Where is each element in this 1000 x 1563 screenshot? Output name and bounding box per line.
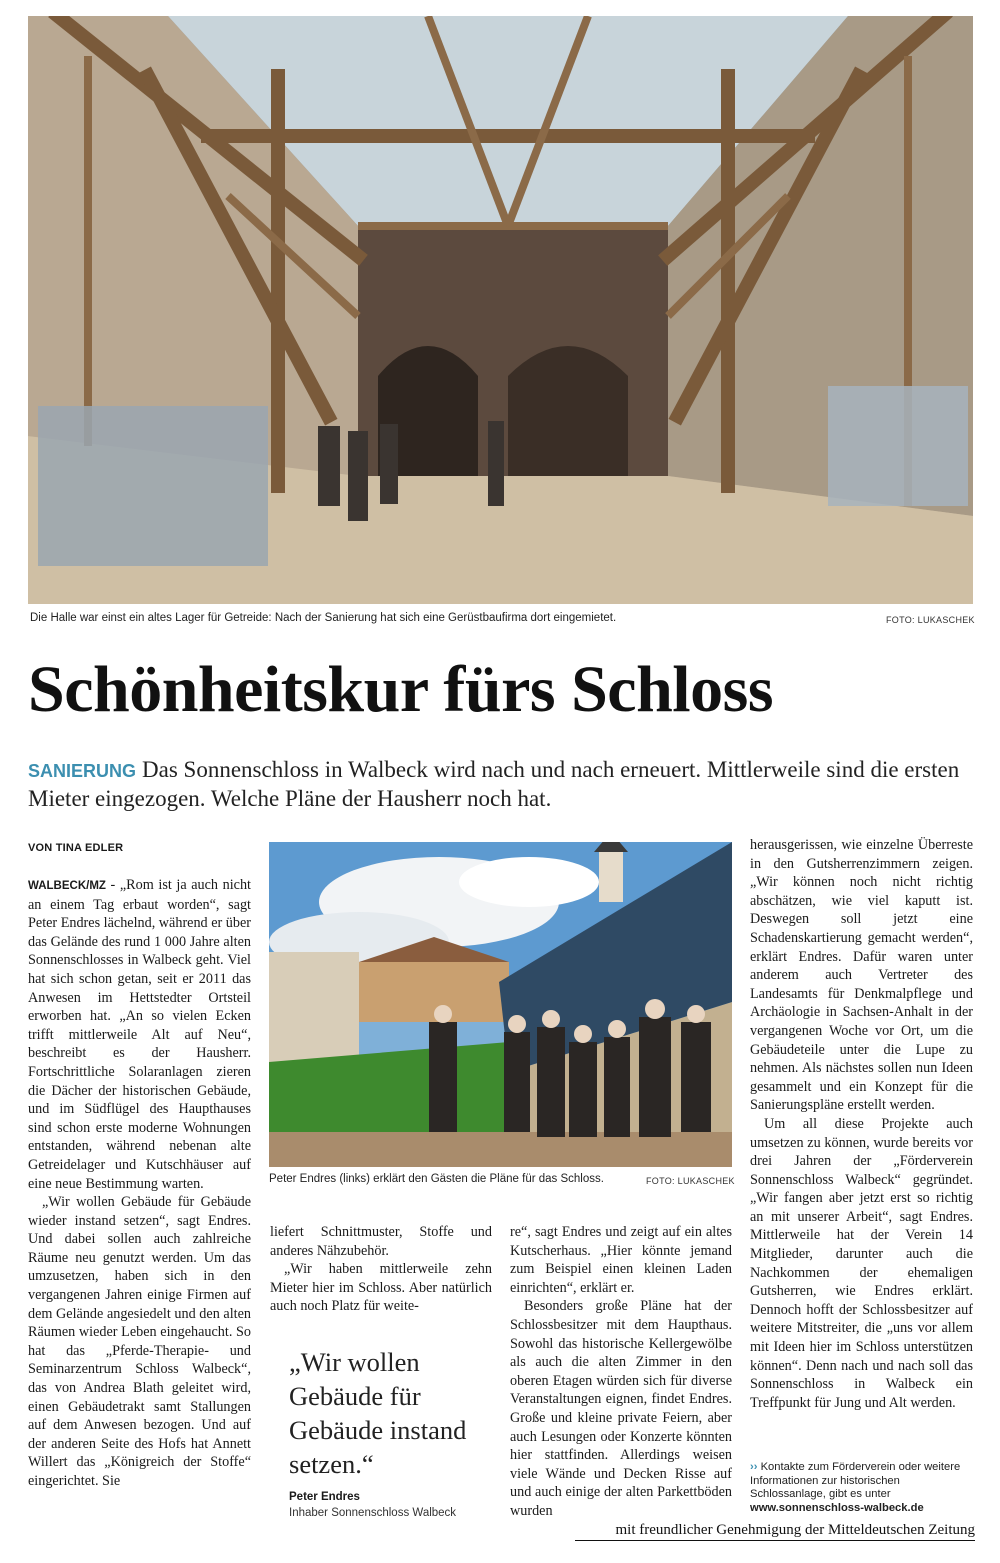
hero-credit: FOTO: LUKASCHEK [886, 615, 975, 625]
courtyard-illustration [269, 842, 732, 1167]
paragraph [28, 876, 251, 1193]
courtyard-credit: FOTO: LUKASCHEK [646, 1176, 735, 1186]
paragraph: Besonders große Pläne hat der Schlossbesitzer mit dem Haupthaus. Sowohl das historische Kellergewölbe als auch die alten Zimmer in den oberen Etagen würden sich für diverse Veranstaltungen eignen, findet Endres. Große und kleine private Feiern, aber auch Lesungen oder Konzerte könnten hier stattfinden. Allerdings weisen viele Wände und Decken Risse auf und auch einige der alten Parkettböden wurden [510, 1298, 732, 1519]
lead-text: Das Sonnenschloss in Walbeck wird nach und nach erneuert. Mittlerweile sind die ersten Mieter eingezogen. Welche Pläne der Hausherr noch hat. [28, 757, 960, 811]
hero-caption: Die Halle war einst ein altes Lager für Getreide: Nach der Sanierung hat sich eine Gerüstbaufirma dort eingemietet. [30, 612, 617, 624]
paragraph: liefert Schnittmuster, Stoffe und anderes Nähzubehör. [270, 1224, 492, 1259]
info-text: Kontakte zum Förderverein oder weitere Informationen zur historischen Schlossanlage, gibt es unter [750, 1461, 961, 1500]
barn-interior-illustration [28, 16, 973, 604]
courtyard-photo [269, 842, 732, 1167]
dateline: WALBECK/MZ [28, 880, 106, 892]
kicker-label: SANIERUNG [28, 761, 137, 781]
paragraph: herausgerissen, wie einzelne Überreste in den Gutsherrenzimmern zeigen. „Wir können noch nicht richtig abschätzen, wie viel kaputt ist. Deswegen soll jetzt eine Schadenskartierung gemacht werden“, erklärt Endres. Dafür waren unter anderem auch Vertreter des Landesamts für Denkmalpflege und Archäologie in Sachsen-Anhalt in der vergangenen Woche vor Ort, um die Gebäudeteile unter die Lupe zu nehmen. Als nächstes sollen nun Ideen gesammelt und ein Konzept für die Sanierungspläne erstellt werden. [750, 837, 973, 1114]
column-1 [28, 876, 251, 1491]
byline: VON TINA EDLER [28, 842, 124, 854]
lead-paragraph [28, 756, 973, 813]
paragraph: Um all diese Projekte auch umsetzen zu können, wurde bereits vor drei Jahren der „Förderverein Sonnenschloss Walbeck“ gegründet. „Wir fangen aber jetzt erst so richtig an mit unserer Arbeit“, sagt Endres. Mittlerweile hat der Verein 14 Mitglieder, darunter auch die Nachkommen der ehemaligen Gutsherren, wie Endres erklärt. Dennoch hofft der Schlossbesitzer auf weitere Mitstreiter, die „uns vor allem mit Ideen hier im Schloss unterstützen können“. Denn nach und nach soll das Sonnenschloss in Walbeck ein Treffpunkt für Jung und Alt werden. [750, 1115, 973, 1411]
column-3 [510, 1223, 732, 1521]
info-box [750, 1461, 975, 1515]
quote-author-role: Inhaber Sonnenschloss Walbeck [289, 1507, 457, 1519]
quote-author: Peter Endres [289, 1491, 360, 1503]
column-2 [270, 1223, 492, 1316]
paragraph-text: - „Rom ist ja auch nicht an einem Tag erbaut worden“, sagt Peter Endres lächelnd, während er über das Gelände des rund 1 000 Jahre alten Sonnenschlosses in Walbeck geht. Viel hat sich schon getan, seit er 2011 das Anwesen im Hettstedter Ortsteil erworben hat. „An so vielen Ecken trifft mittlerweile Alt auf Neu“, beschreibt es der Hausherr. Fortschrittliche Solaranlagen zieren die Dächer der historischen Gebäude, und im Südflügel des Haupthauses sind schon erste moderne Wohnungen entstanden, während nebenan alte Getreidelager und Kutschhäuser auf eine neue Bestimmung warten. [28, 877, 251, 1192]
headline: Schönheitskur fürs Schloss [28, 653, 774, 726]
courtyard-caption: Peter Endres (links) erklärt den Gästen die Pläne für das Schloss. [269, 1173, 604, 1185]
paragraph: re“, sagt Endres und zeigt auf ein altes Kutscherhaus. „Hier könnte jemand zum Beispiel einen kleinen Laden einrichten“, erklärt er. [510, 1224, 732, 1296]
paragraph: „Wir haben mittlerweile zehn Mieter hier im Schloss. Aber natürlich auch noch Platz für weite- [270, 1261, 492, 1315]
hero-photo [28, 16, 973, 604]
column-4 [750, 836, 973, 1412]
pull-quote: „Wir wollen Gebäude für Gebäude instand setzen.“ [289, 1347, 467, 1479]
permission-note: mit freundlicher Genehmigung der Mitteldeutschen Zeitung [575, 1520, 975, 1541]
paragraph: „Wir wollen Gebäude für Gebäude wieder instand setzen“, sagt Endres. Und dabei sollen auch zahlreiche Räume neu genutzt werden. Um das umzusetzen, haben sich in den vergangenen Jahren einige Firmen auf dem Gelände angesiedelt und den alten Räumen wieder Leben eingehaucht. So hat das „Pferde-Therapie- und Seminarzentrum Schloss Walbeck“, das von Andrea Blath geleitet wird, einen Gebäudetrakt samt Stallungen auf dem Anwesen bezogen. Und auf der anderen Seite des Hofs hat Annett Willert das „Königreich der Stoffe“ eingerichtet. Sie [28, 1194, 251, 1489]
website-link[interactable]: www.sonnenschloss-walbeck.de [750, 1501, 924, 1514]
arrow-icon: ›› [750, 1461, 758, 1473]
